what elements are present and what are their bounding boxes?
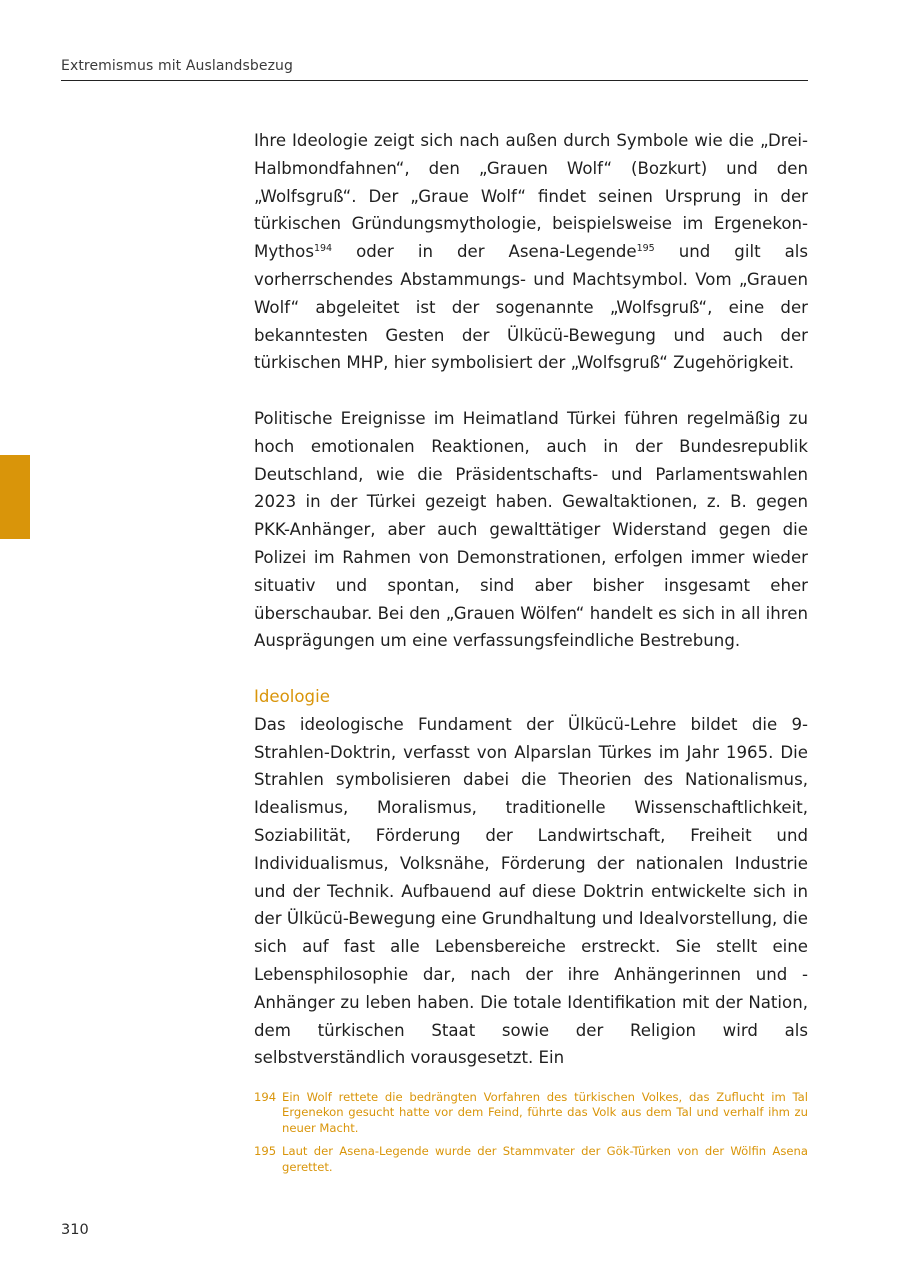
- paragraph-ideology: Das ideologische Fundament der Ülkücü-Lehre bildet die 9-Strahlen-Doktrin, verfasst von Alparslan Türkes im Jahr 1965. Die Strahlen symbolisieren dabei die Theorien des Nationalismus, Idealismus, Moralismus, traditionelle Wissenschaftlichkeit, Soziabilität, Förderung der Landwirtschaft, Freiheit und Individualismus, Volksnähe, Förderung der nationalen Industrie und der Technik. Aufbauend auf diese Doktrin entwickelte sich in der Ülkücü-Bewegung eine Grundhaltung und Idealvorstellung, die sich auf fast alle Lebensbereiche erstreckt. Sie stellt eine Lebensphilosophie dar, nach der ihre Anhängerinnen und -Anhänger zu leben haben. Die totale Identifikation mit der Nation, dem türkischen Staat sowie der Religion wird als selbstverständlich vorausgesetzt. Ein: [254, 714, 808, 1068]
- footnote-ref-195[interactable]: 195: [636, 243, 655, 255]
- footnote-ref-194[interactable]: 194: [313, 243, 333, 255]
- running-header: Extremismus mit Auslandsbezug: [61, 58, 293, 74]
- paragraph-text: Ihre Ideologie zeigt sich nach außen durch Symbole wie die „Drei-Halbmondfahnen“, den „Grauen Wolf“ (Bozkurt) und den „Wolfsgruß“. Der „Graue Wolf“ findet seinen Ursprung in der türkischen Gründungsmythologie, beispielsweise im Ergenekon-Mythos: [254, 131, 808, 262]
- footnote-text: Ein Wolf rettete die bedrängten Vorfahren des türkischen Volkes, das Zuflucht im Tal Ergenekon gesucht hatte vor dem Feind, führte das Volk aus dem Tal und verhalf ihm zu neuer Macht.: [282, 1090, 808, 1135]
- header-divider: [61, 80, 808, 81]
- chapter-marker-tab: [0, 455, 30, 539]
- footnote-194: [254, 1090, 808, 1136]
- paragraph-text: oder in der Asena-Legende: [332, 242, 637, 262]
- footnote-text: Laut der Asena-Legende wurde der Stammvater der Gök-Türken von der Wölfin Asena gerettet.: [282, 1144, 808, 1174]
- footnote-number: 194: [254, 1090, 277, 1104]
- paragraph-text: und gilt als vorherrschendes Abstammungs- und Machtsymbol. Vom „Grauen Wolf“ abgeleitet ist der sogenannte „Wolfsgruß“, eine der bekanntesten Gesten der Ülkücü-Bewegung und auch der türkischen MHP, hier symbolisiert der „Wolfsgruß“ Zugehörigkeit.: [254, 242, 808, 373]
- body-text: [254, 127, 808, 1072]
- paragraph-political-events: Politische Ereignisse im Heimatland Türkei führen regelmäßig zu hoch emotionalen Reaktionen, auch in der Bundesrepublik Deutschland, wie die Präsidentschafts- und Parlamentswahlen 2023 in der Türkei gezeigt haben. Gewaltaktionen, z. B. gegen PKK-Anhänger, aber auch gewalttätiger Widerstand gegen die Polizei im Rahmen von Demonstrationen, erfolgen immer wieder situativ und spontan, sind aber bisher insgesamt eher überschaubar. Bei den „Grauen Wölfen“ handelt es sich in all ihren Ausprägungen um eine verfassungsfeindliche Bestrebung.: [254, 408, 808, 651]
- paragraph-symbols: [254, 127, 808, 377]
- footnote-number: 195: [254, 1144, 277, 1159]
- footnote-195: [254, 1144, 808, 1175]
- page-number: 310: [61, 1222, 89, 1238]
- section-heading-ideologie: Ideologie: [254, 686, 330, 706]
- footnotes: [254, 1090, 808, 1183]
